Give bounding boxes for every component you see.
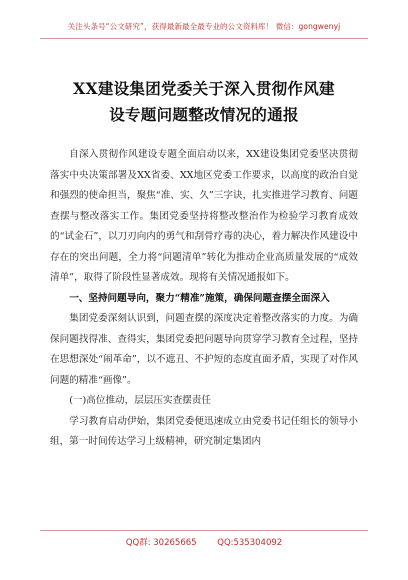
document-title [46,76,362,128]
footer-divider [40,530,368,531]
header-promo-text: 关注头条号“公文研究”，获得最新最全最专业的公文资料库！ 微信：gongwenyj [67,22,341,31]
section-1-paragraph: 集团党委深刻认识到，问题查摆的深度决定着整改落实的力度。为确保问题找得准、查得实，集团党委把问题导向贯穿学习教育全过程，坚持在思想深处“闹革命”，以不遮丑、不护短的态度直面矛盾，实现了对作风问题的精准“画像”。 [50,313,358,386]
footer-contact [0,536,408,548]
intro-paragraph: 自深入贯彻作风建设专题全面启动以来，XX建设集团党委坚决贯彻落实中央决策部署及XX省委、XX地区党委工作要求，以高度的政治自觉和强烈的使命担当，聚焦“准、实、久”三字诀，扎实推进学习教育、问题查摆与整改落实工作。集团党委坚持将整改整治作为检验学习教育成效的“试金石”，以刀刃向内的勇气和刮骨疗毒的决心，着力解决作风建设中存在的突出问题，全力将“问题清单”转化为推动企业高质量发展的“成效清单”，取得了阶段性显著成效。现将有关情况通报如下。 [50,149,358,283]
footer-qq-number: QQ:535304092 [217,538,283,548]
subsection-1-paragraph: 学习教育启动伊始，集团党委便迅速成立由党委书记任组长的领导小组，第一时间传达学习上级精神，研究制定集团内 [50,415,358,447]
title-line-2: 设专题问题整改情况的通报 [109,105,299,124]
document-body [50,145,358,453]
title-line-1: XX建设集团党委关于深入贯彻作风建 [73,79,335,98]
header-divider [40,38,368,39]
section-1-heading: 一、坚持问题导向，聚力“精准”施策，确保问题查摆全面深入 [69,292,330,304]
subsection-1-heading: (一)高位推动，层层压实查摆责任 [69,395,211,406]
footer-qq-group: QQ群: 30265665 [125,538,197,548]
